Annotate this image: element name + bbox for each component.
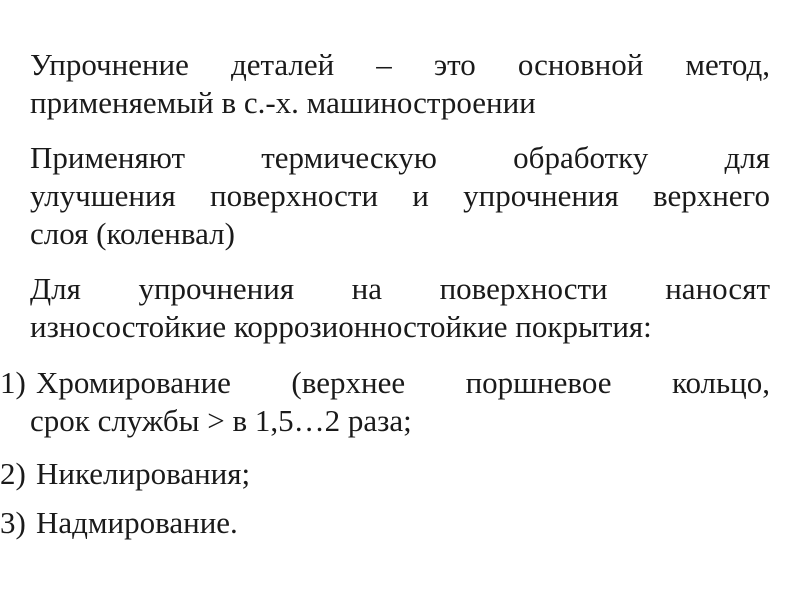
text-line: улучшения поверхности и упрочнения верхнего xyxy=(30,178,770,213)
paragraph-coatings xyxy=(30,270,770,346)
list-marker: 3) xyxy=(0,505,26,540)
list-marker: 1) xyxy=(0,365,26,400)
text-line: слоя (коленвал) xyxy=(30,216,235,251)
text-line: Для упрочнения на поверхности наносят xyxy=(30,271,770,306)
list-item-text: Никелирования; xyxy=(36,456,251,491)
text-line: износостойкие коррозионностойкие покрытия: xyxy=(30,309,652,344)
text-line: Упрочнение деталей – это основной метод, xyxy=(30,47,770,82)
paragraph-hardening-intro xyxy=(30,46,770,122)
paragraph-heat-treatment xyxy=(30,139,770,253)
list-marker: 2) xyxy=(0,456,26,491)
list-item-text: Надмирование. xyxy=(36,505,238,540)
text-line: срок службы > в 1,5…2 раза; xyxy=(30,403,412,438)
list-item-text xyxy=(30,364,770,440)
text-line: применяемый в с.-х. машиностроении xyxy=(30,85,536,120)
text-line: Хромирование (верхнее поршневое кольцо, xyxy=(36,365,770,400)
text-line: Применяют термическую обработку для xyxy=(30,140,770,175)
